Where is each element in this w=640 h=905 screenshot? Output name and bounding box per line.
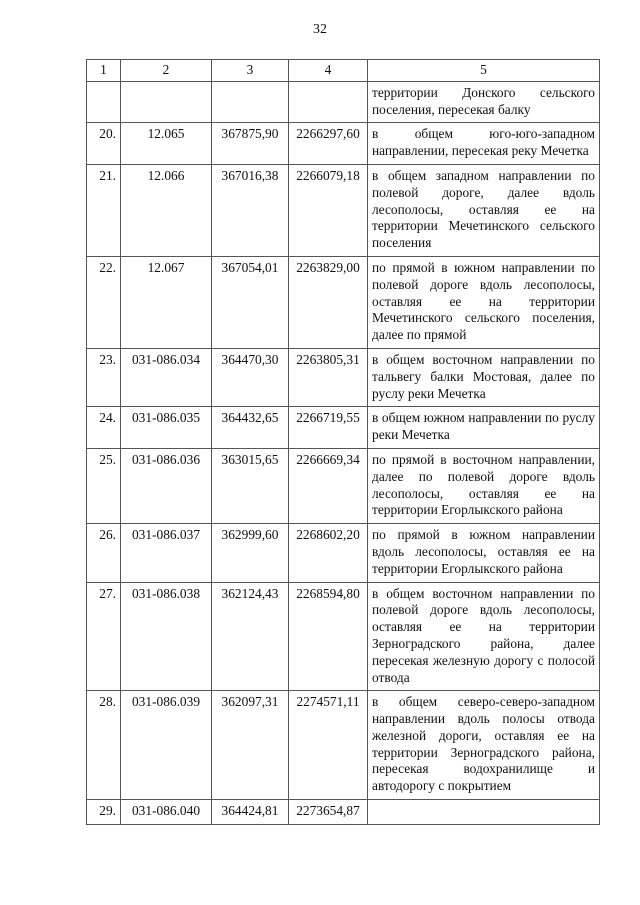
point-id-cell: 031-086.036	[121, 448, 212, 523]
row-number-cell: 28.	[87, 691, 121, 800]
boundary-table	[86, 59, 600, 825]
x-coordinate-cell	[212, 81, 289, 123]
row-number-cell: 27.	[87, 582, 121, 691]
table-row	[87, 256, 600, 348]
point-id-cell: 12.067	[121, 256, 212, 348]
table-row	[87, 691, 600, 800]
description-cell: по прямой в южном направлении по полевой дороге вдоль лесополосы, оставляя ее на территории Мечетинского сельского поселения, далее по прямой	[368, 256, 600, 348]
table-row	[87, 524, 600, 582]
row-number-cell: 25.	[87, 448, 121, 523]
y-coordinate-cell: 2273654,87	[289, 800, 368, 825]
x-coordinate-cell: 364432,65	[212, 407, 289, 449]
table-row	[87, 800, 600, 825]
table-header-row	[87, 60, 600, 82]
row-number-cell: 21.	[87, 164, 121, 256]
x-coordinate-cell: 363015,65	[212, 448, 289, 523]
point-id-cell: 12.066	[121, 164, 212, 256]
y-coordinate-cell: 2268602,20	[289, 524, 368, 582]
x-coordinate-cell: 367875,90	[212, 123, 289, 165]
y-coordinate-cell: 2274571,11	[289, 691, 368, 800]
point-id-cell	[121, 81, 212, 123]
x-coordinate-cell: 362124,43	[212, 582, 289, 691]
x-coordinate-cell: 367016,38	[212, 164, 289, 256]
point-id-cell: 031-086.040	[121, 800, 212, 825]
description-cell: в общем западном направлении по полевой дороге, далее вдоль лесополосы, оставляя ее на территории Мечетинского сельского поселения	[368, 164, 600, 256]
table-row	[87, 407, 600, 449]
header-cell-y: 4	[289, 60, 368, 82]
row-number-cell: 23.	[87, 348, 121, 406]
row-number-cell	[87, 81, 121, 123]
table-row	[87, 123, 600, 165]
y-coordinate-cell: 2268594,80	[289, 582, 368, 691]
point-id-cell: 031-086.034	[121, 348, 212, 406]
point-id-cell: 12.065	[121, 123, 212, 165]
point-id-cell: 031-086.037	[121, 524, 212, 582]
header-cell-point: 2	[121, 60, 212, 82]
y-coordinate-cell: 2266079,18	[289, 164, 368, 256]
y-coordinate-cell: 2266719,55	[289, 407, 368, 449]
y-coordinate-cell: 2266297,60	[289, 123, 368, 165]
description-cell: по прямой в южном направлении вдоль лесополосы, оставляя ее на территории Егорлыкского района	[368, 524, 600, 582]
y-coordinate-cell	[289, 81, 368, 123]
description-cell: в общем восточном направлении по тальвегу балки Мостовая, далее по руслу реки Мечетка	[368, 348, 600, 406]
page-number: 32	[313, 22, 327, 37]
description-cell: в общем северо-северо-западном направлении вдоль полосы отвода железной дороги, оставляя ее на территории Зерноградского района, пересекая водохранилище и автодорогу с покрытием	[368, 691, 600, 800]
header-cell-number: 1	[87, 60, 121, 82]
row-number-cell: 24.	[87, 407, 121, 449]
description-cell: в общем юго-юго-западном направлении, пересекая реку Мечетка	[368, 123, 600, 165]
x-coordinate-cell: 367054,01	[212, 256, 289, 348]
header-cell-x: 3	[212, 60, 289, 82]
description-cell: территории Донского сельского поселения, пересекая балку	[368, 81, 600, 123]
description-cell	[368, 800, 600, 825]
row-number-cell: 26.	[87, 524, 121, 582]
y-coordinate-cell: 2266669,34	[289, 448, 368, 523]
row-number-cell: 29.	[87, 800, 121, 825]
row-number-cell: 22.	[87, 256, 121, 348]
point-id-cell: 031-086.038	[121, 582, 212, 691]
point-id-cell: 031-086.039	[121, 691, 212, 800]
description-cell: по прямой в восточном направлении, далее по полевой дороге вдоль лесополосы, оставляя ее на территории Егорлыкского района	[368, 448, 600, 523]
table-row	[87, 582, 600, 691]
y-coordinate-cell: 2263805,31	[289, 348, 368, 406]
description-cell: в общем южном направлении по руслу реки Мечетка	[368, 407, 600, 449]
table-row	[87, 164, 600, 256]
header-cell-description: 5	[368, 60, 600, 82]
point-id-cell: 031-086.035	[121, 407, 212, 449]
table-row	[87, 81, 600, 123]
x-coordinate-cell: 362999,60	[212, 524, 289, 582]
table-row	[87, 348, 600, 406]
x-coordinate-cell: 364424,81	[212, 800, 289, 825]
row-number-cell: 20.	[87, 123, 121, 165]
y-coordinate-cell: 2263829,00	[289, 256, 368, 348]
x-coordinate-cell: 364470,30	[212, 348, 289, 406]
description-cell: в общем восточном направлении по полевой дороге вдоль лесополосы, оставляя ее на территории Зерноградского района, далее пересекая железную дорогу с полосой отвода	[368, 582, 600, 691]
x-coordinate-cell: 362097,31	[212, 691, 289, 800]
table-row	[87, 448, 600, 523]
